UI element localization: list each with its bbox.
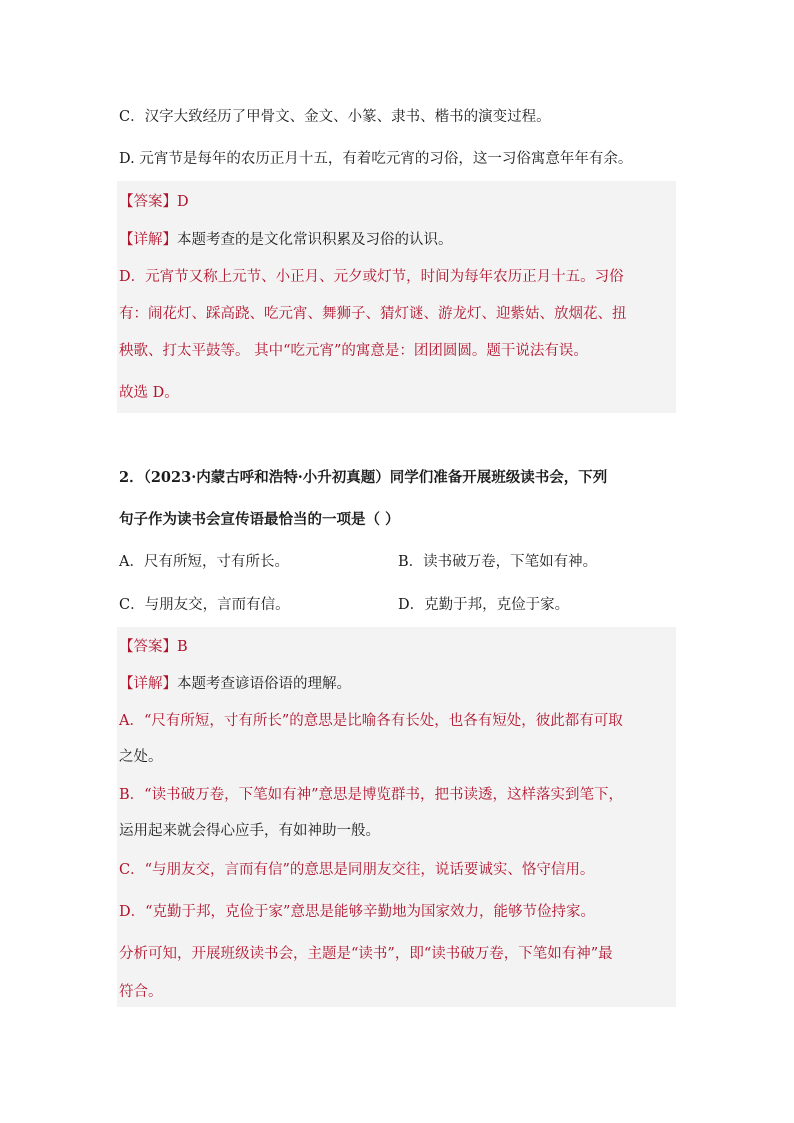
q1-answer-line (119, 192, 189, 212)
answer-value: B (177, 639, 188, 655)
q2-option-c: C．与朋友交，言而有信。 (119, 597, 290, 613)
detail-tag: 【详解】 (119, 676, 177, 692)
answer-value: D (177, 194, 189, 210)
q1-conclusion: 故选 D。 (119, 385, 179, 401)
q1-explanation-line-1: D．元宵节又称上元节、小正月、元夕或灯节，时间为每年农历正月十五。习俗 (119, 269, 624, 285)
q2-stem-line-1: 2．（2023·内蒙古呼和浩特·小升初真题）同学们准备开展班级读书会，下列 (119, 469, 608, 486)
q2-explanation-line-1: A．“尺有所短，寸有所长”的意思是比喻各有长处，也各有短处，彼此都有可取 (119, 713, 623, 729)
q1-explanation-line-3: 秧歌、打太平鼓等。 其中“吃元宵”的寓意是：团团圆圆。题干说法有误。 (119, 343, 588, 359)
q2-explanation-line-5: C．“与朋友交，言而有信”的意思是同朋友交往，说话要诚实、恪守信用。 (119, 862, 595, 878)
q1-option-d: D. 元宵节是每年的农历正月十五，有着吃元宵的习俗，这一习俗寓意年年有余。 (119, 151, 633, 167)
q1-explanation-line-2: 有：闹花灯、踩高跷、吃元宵、舞狮子、猜灯谜、游龙灯、迎紫姑、放烟花、扭 (119, 306, 627, 322)
q1-detail-line (119, 230, 453, 250)
q2-explanation-line-3: B．“读书破万卷，下笔如有神”意思是博览群书，把书读透，这样落实到笔下， (119, 787, 623, 803)
q1-answer-block (117, 181, 676, 413)
q2-explanation-line-4: 运用起来就会得心应手，有如神助一般。 (119, 823, 380, 839)
detail-intro: 本题考查的是文化常识积累及习俗的认识。 (177, 232, 453, 248)
answer-tag: 【答案】 (119, 639, 177, 655)
q2-stem-line-2: 句子作为读书会宣传语最恰当的一项是（ ） (119, 511, 400, 528)
detail-tag: 【详解】 (119, 232, 177, 248)
q2-explanation-line-2: 之处。 (119, 749, 163, 765)
detail-intro: 本题考查谚语俗语的理解。 (177, 676, 351, 692)
q2-explanation-line-7: 分析可知，开展班级读书会，主题是“读书”，即“读书破万卷，下笔如有神”最 (119, 946, 613, 962)
q2-explanation-line-8: 符合。 (119, 984, 163, 1000)
q1-option-c: C．汉字大致经历了甲骨文、金文、小篆、隶书、楷书的演变过程。 (119, 109, 551, 125)
q2-answer-line (119, 637, 188, 657)
q2-option-d: D．克勤于邦，克俭于家。 (398, 597, 570, 613)
q2-detail-line (119, 674, 351, 694)
answer-tag: 【答案】 (119, 194, 177, 210)
q2-option-a: A．尺有所短，寸有所长。 (119, 554, 289, 570)
q2-explanation-line-6: D．“克勤于邦，克俭于家”意思是能够辛勤地为国家效力，能够节俭持家。 (119, 904, 595, 920)
q2-option-b: B．读书破万卷，下笔如有神。 (398, 554, 598, 570)
